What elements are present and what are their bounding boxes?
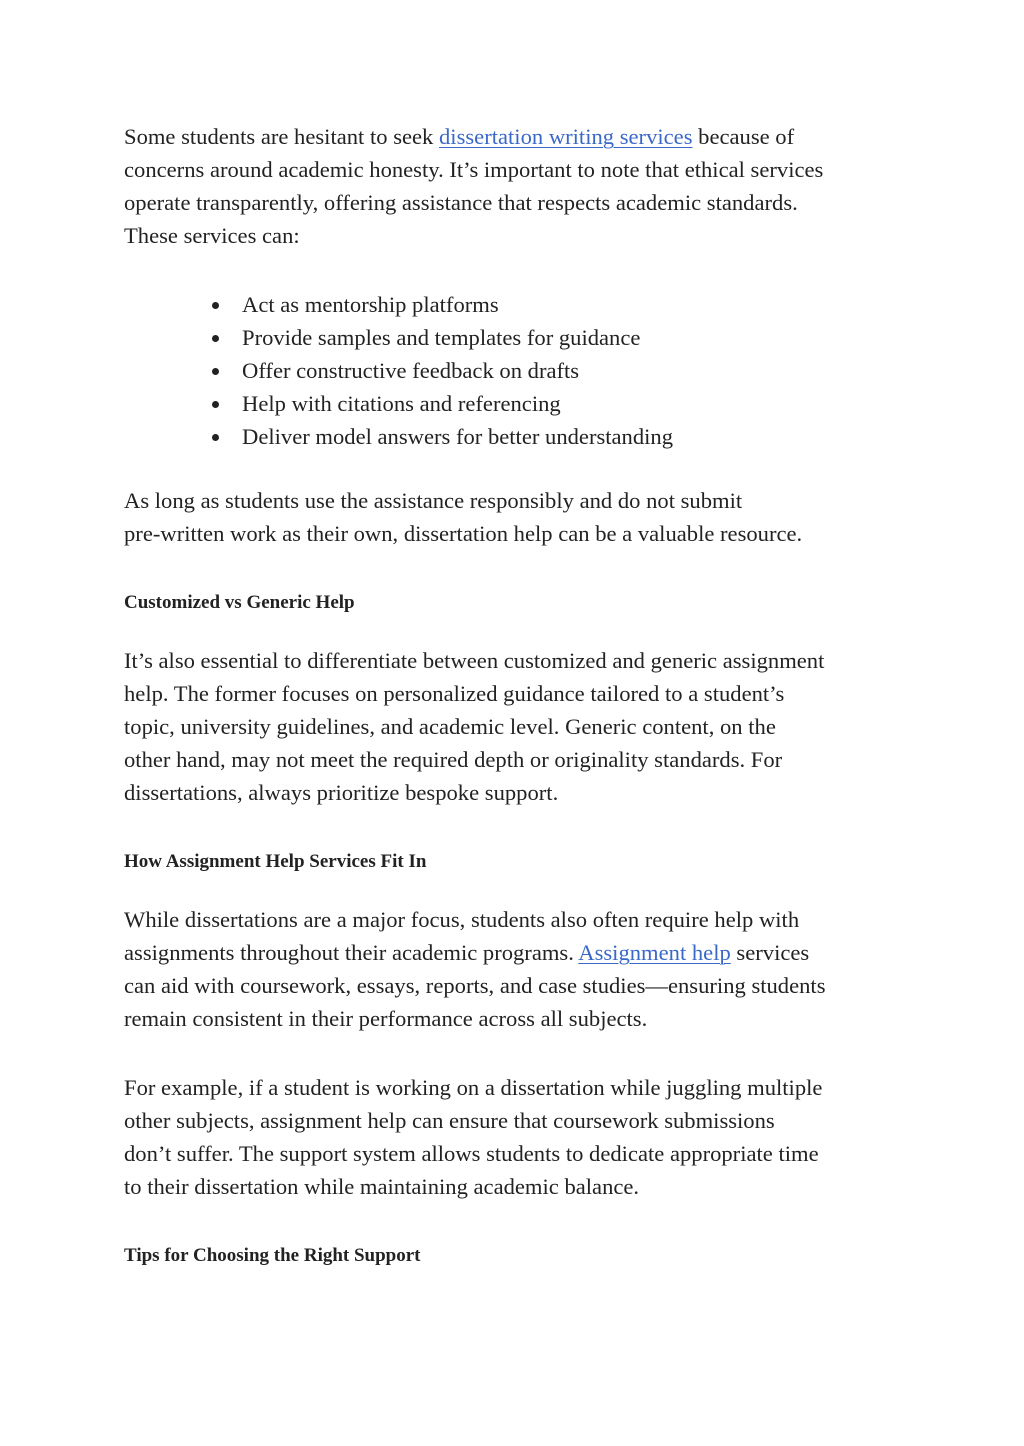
paragraph-line: other subjects, assignment help can ensure that coursework submissions [124,1108,775,1133]
heading-tips-choosing-support: Tips for Choosing the Right Support [124,1245,421,1266]
list-item [124,387,914,420]
bullet-icon [212,302,219,309]
spacer [124,809,914,850]
bullet-icon [212,434,219,441]
services-bullet-list [124,288,914,453]
bullet-icon [212,401,219,408]
heading-customized-vs-generic: Customized vs Generic Help [124,592,355,613]
spacer [124,453,914,484]
paragraph-line: operate transparently, offering assistance that respects academic standards. [124,190,798,215]
list-item [124,288,914,321]
dissertation-writing-services-link[interactable]: dissertation writing services [439,124,693,149]
bullet-icon [212,335,219,342]
bullet-icon [212,368,219,375]
list-item [124,321,914,354]
document-page [124,120,914,1268]
list-item-text: Provide samples and templates for guidance [242,325,641,350]
text-span: Some students are hesitant to seek [124,124,439,149]
paragraph-responsible-use [124,484,914,550]
text-span: because of [692,124,795,149]
list-item-text: Act as mentorship platforms [242,292,499,317]
paragraph-line: As long as students use the assistance responsibly and do not submit [124,488,743,513]
list-item-text: Deliver model answers for better understanding [242,424,674,449]
paragraph-assignment-help [124,903,914,1035]
paragraph-line: pre-written work as their own, dissertation help can be a valuable resource. [124,521,803,546]
paragraph-line [124,120,914,153]
paragraph-line: don’t suffer. The support system allows students to dedicate appropriate time [124,1141,819,1166]
paragraph-line: dissertations, always prioritize bespoke support. [124,780,559,805]
paragraph-line: help. The former focuses on personalized guidance tailored to a student’s [124,681,785,706]
spacer [124,874,914,903]
spacer [124,252,914,288]
text-span: assignments throughout their academic programs. [124,940,579,965]
assignment-help-link[interactable]: Assignment help [578,940,731,965]
list-item-text: Help with citations and referencing [242,391,561,416]
paragraph-line: For example, if a student is working on a dissertation while juggling multiple [124,1075,823,1100]
paragraph-line: topic, university guidelines, and academic level. Generic content, on the [124,714,776,739]
paragraph-line: can aid with coursework, essays, reports, and case studies—ensuring students [124,973,826,998]
list-item [124,354,914,387]
spacer [124,1203,914,1244]
list-item [124,420,914,453]
list-item-text: Offer constructive feedback on drafts [242,358,580,383]
paragraph-line: remain consistent in their performance across all subjects. [124,1006,648,1031]
paragraph-line [124,936,914,969]
paragraph-line: concerns around academic honesty. It’s important to note that ethical services [124,157,824,182]
paragraph-line: It’s also essential to differentiate between customized and generic assignment [124,648,825,673]
paragraph-line: While dissertations are a major focus, students also often require help with [124,907,800,932]
spacer [124,1035,914,1071]
spacer [124,550,914,591]
paragraph-customized-help [124,644,914,809]
paragraph-example [124,1071,914,1203]
heading-assignment-help-fit: How Assignment Help Services Fit In [124,851,427,872]
paragraph-ethical-services [124,120,914,252]
text-span: services [730,940,810,965]
paragraph-line: to their dissertation while maintaining academic balance. [124,1174,640,1199]
paragraph-line: other hand, may not meet the required depth or originality standards. For [124,747,783,772]
paragraph-line: These services can: [124,223,300,248]
spacer [124,615,914,644]
